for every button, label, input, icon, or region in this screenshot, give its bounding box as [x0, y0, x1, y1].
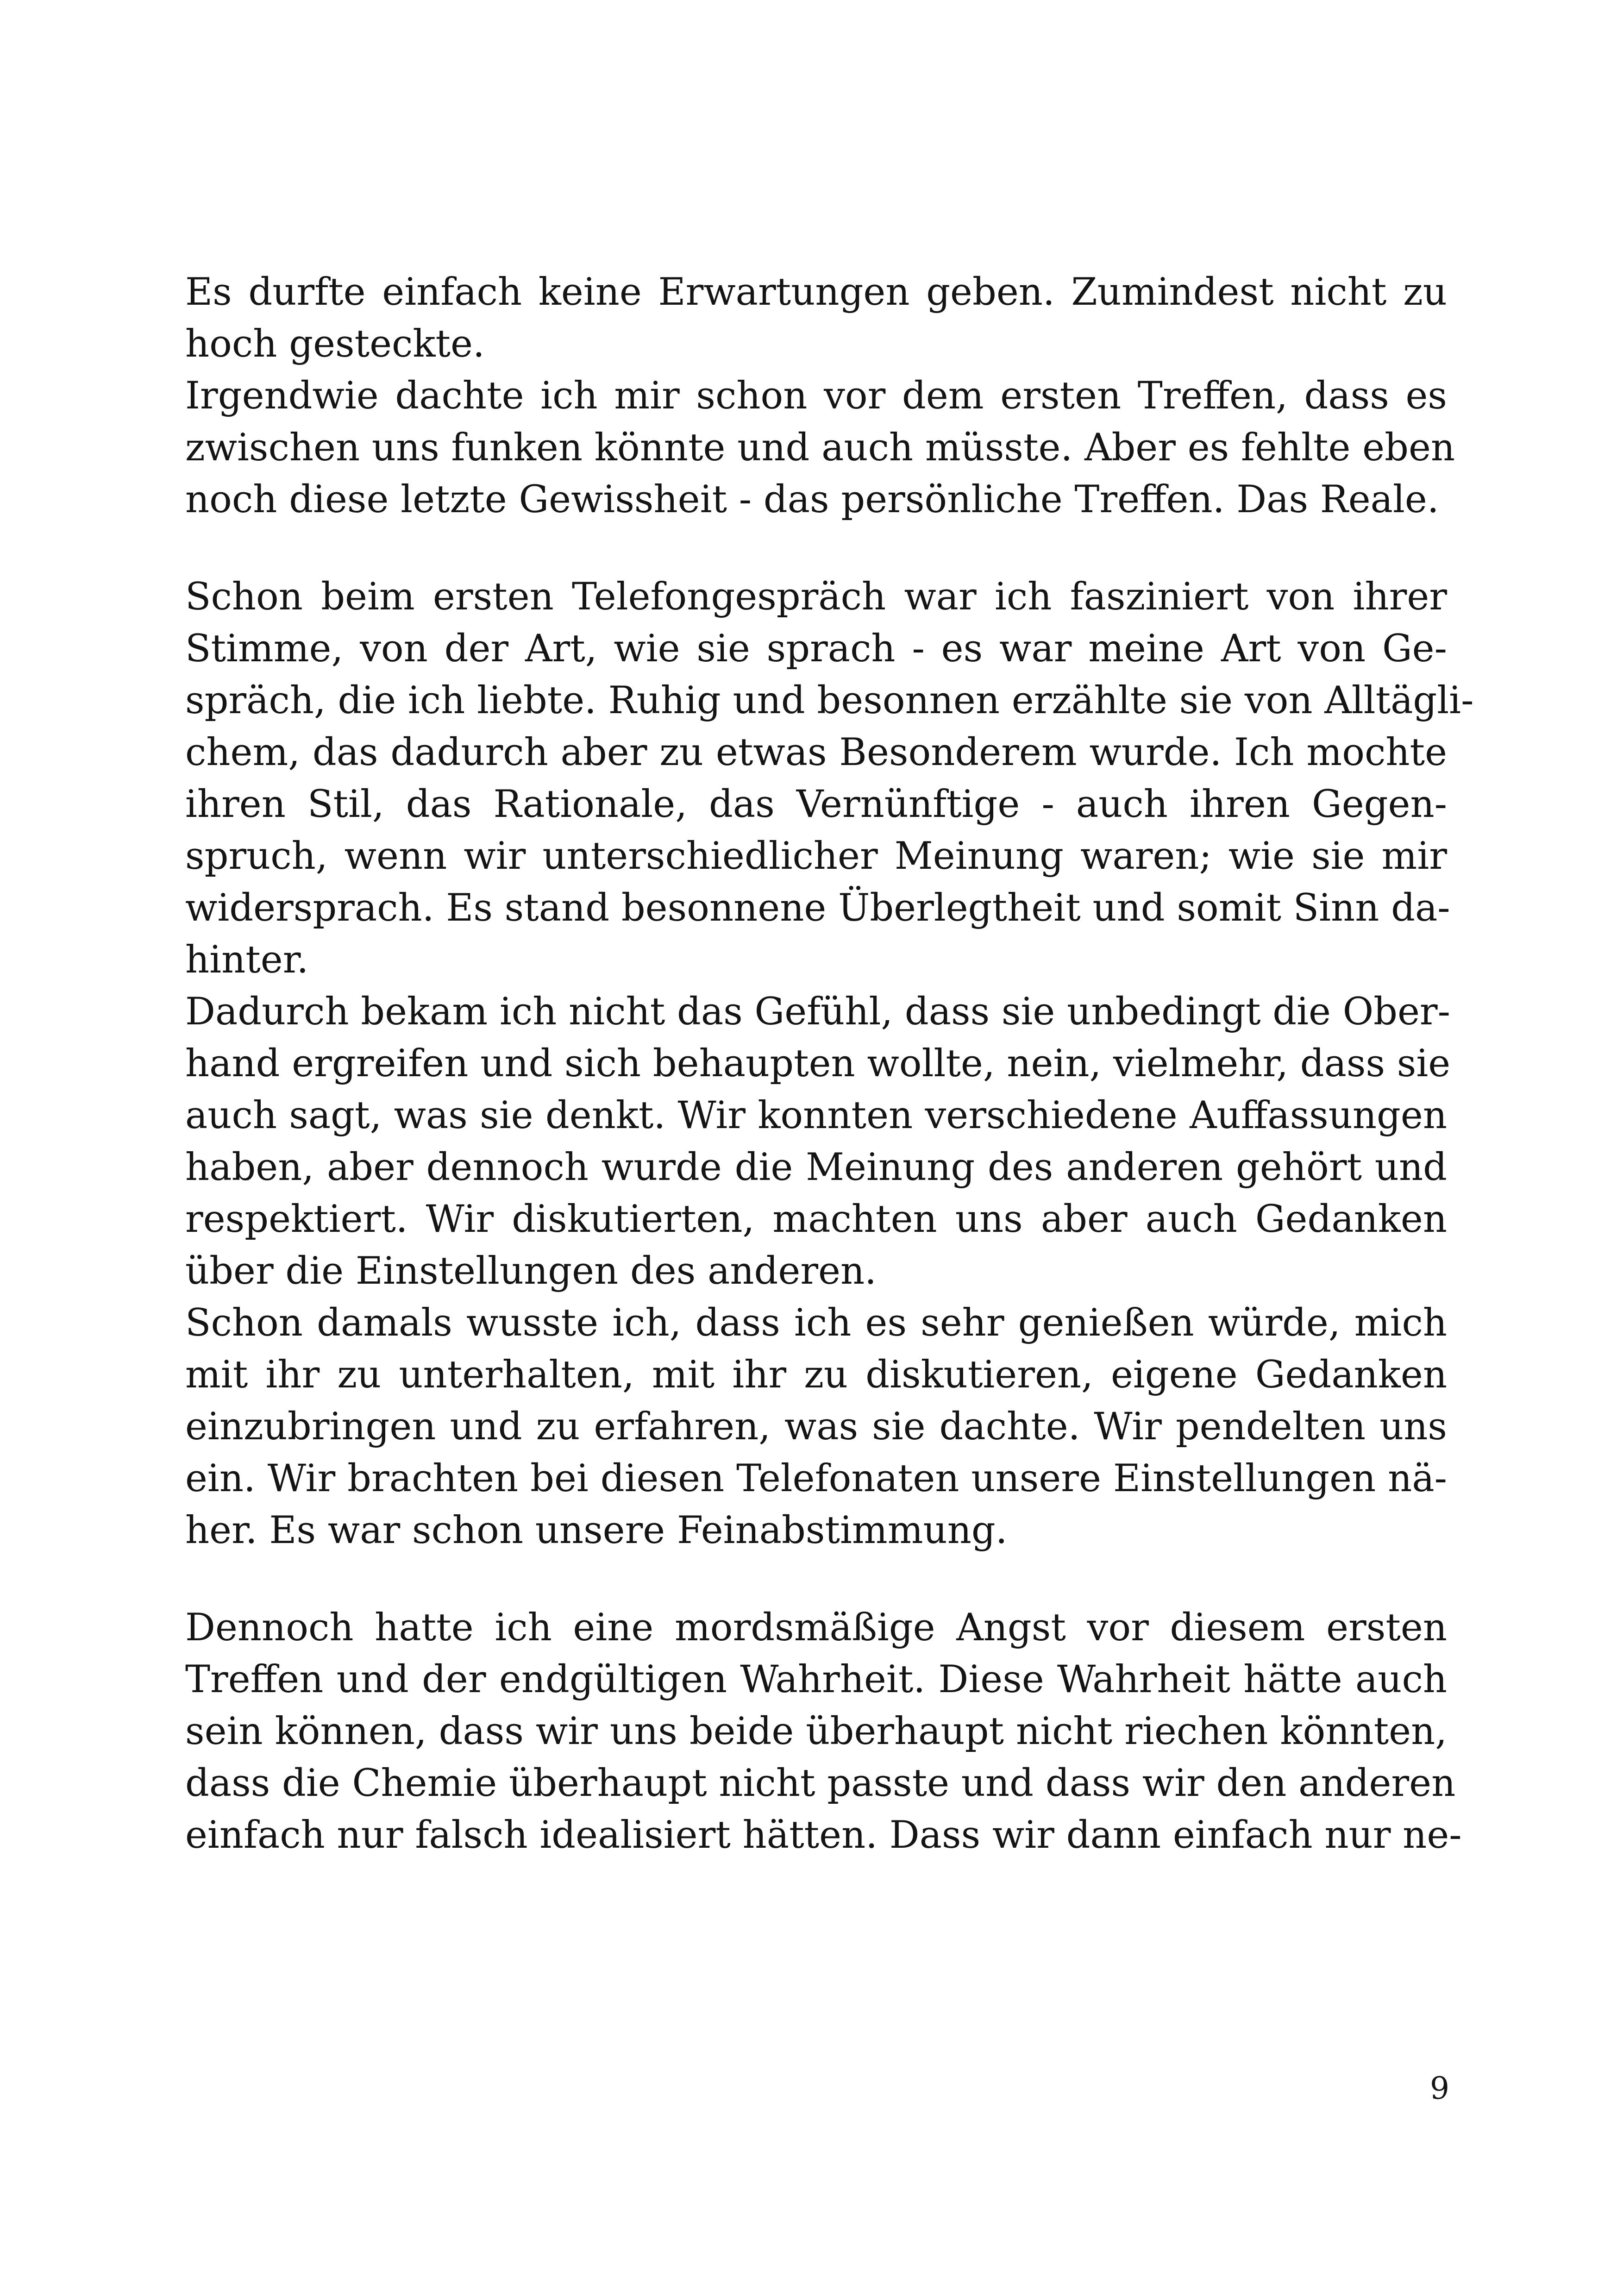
text-line: Es durfte einfach keine Erwartungen geben. Zumindest nicht zu	[185, 270, 1447, 314]
text-line: widersprach. Es stand besonnene Überlegtheit und somit Sinn da-	[185, 886, 1450, 930]
text-line: spruch, wenn wir unterschiedlicher Meinung waren; wie sie mir	[185, 834, 1447, 878]
page-number: 9	[1430, 2070, 1449, 2106]
text-line: auch sagt, was sie denkt. Wir konnten verschiedene Auffassungen	[185, 1094, 1447, 1137]
text-line: ein. Wir brachten bei diesen Telefonaten unsere Einstellungen nä-	[185, 1457, 1447, 1500]
text-line: sein können, dass wir uns beide überhaupt nicht riechen könnten,	[185, 1710, 1447, 1753]
text-line: Schon beim ersten Telefongespräch war ich fasziniert von ihrer	[185, 575, 1447, 619]
text-line: hand ergreifen und sich behaupten wollte, nein, vielmehr, dass sie	[185, 1042, 1451, 1085]
text-line: haben, aber dennoch wurde die Meinung des anderen gehört und	[185, 1146, 1447, 1189]
text-line: Dadurch bekam ich nicht das Gefühl, dass sie unbedingt die Ober-	[185, 990, 1450, 1034]
text-line: einfach nur falsch idealisiert hätten. Dass wir dann einfach nur ne-	[185, 1813, 1462, 1857]
text-line: respektiert. Wir diskutierten, machten uns aber auch Gedanken	[185, 1198, 1447, 1241]
text-line: spräch, die ich liebte. Ruhig und besonnen erzählte sie von Alltägli-	[185, 679, 1474, 722]
text-line: dass die Chemie überhaupt nicht passte und dass wir den anderen	[185, 1762, 1456, 1805]
text-line: chem, das dadurch aber zu etwas Besonderem wurde. Ich mochte	[185, 731, 1447, 774]
text-line: über die Einstellungen des anderen.	[185, 1249, 877, 1293]
text-line: hinter.	[185, 938, 309, 982]
text-line: her. Es war schon unsere Feinabstimmung.	[185, 1509, 1008, 1552]
paragraph-gap	[185, 1556, 1447, 1602]
text-line: Schon damals wusste ich, dass ich es sehr genießen würde, mich	[185, 1301, 1447, 1345]
text-line: einzubringen und zu erfahren, was sie dachte. Wir pendelten uns	[185, 1405, 1447, 1449]
text-line: zwischen uns funken könnte und auch müsste. Aber es fehlte eben	[185, 426, 1455, 470]
text-line: Irgendwie dachte ich mir schon vor dem ersten Treffen, dass es	[185, 374, 1447, 418]
text-line: ihren Stil, das Rationale, das Vernünftige - auch ihren Gegen-	[185, 783, 1447, 826]
text-line: Treffen und der endgültigen Wahrheit. Diese Wahrheit hätte auch	[185, 1658, 1447, 1701]
body-text	[185, 266, 1474, 1861]
text-line: hoch gesteckte.	[185, 322, 485, 366]
text-line: Stimme, von der Art, wie sie sprach - es war meine Art von Ge-	[185, 627, 1447, 671]
text-line: noch diese letzte Gewissheit - das persönliche Treffen. Das Reale.	[185, 478, 1439, 521]
paragraph-gap	[185, 526, 1447, 571]
text-line: mit ihr zu unterhalten, mit ihr zu diskutieren, eigene Gedanken	[185, 1353, 1447, 1397]
text-line: Dennoch hatte ich eine mordsmäßige Angst vor diesem ersten	[185, 1606, 1447, 1650]
